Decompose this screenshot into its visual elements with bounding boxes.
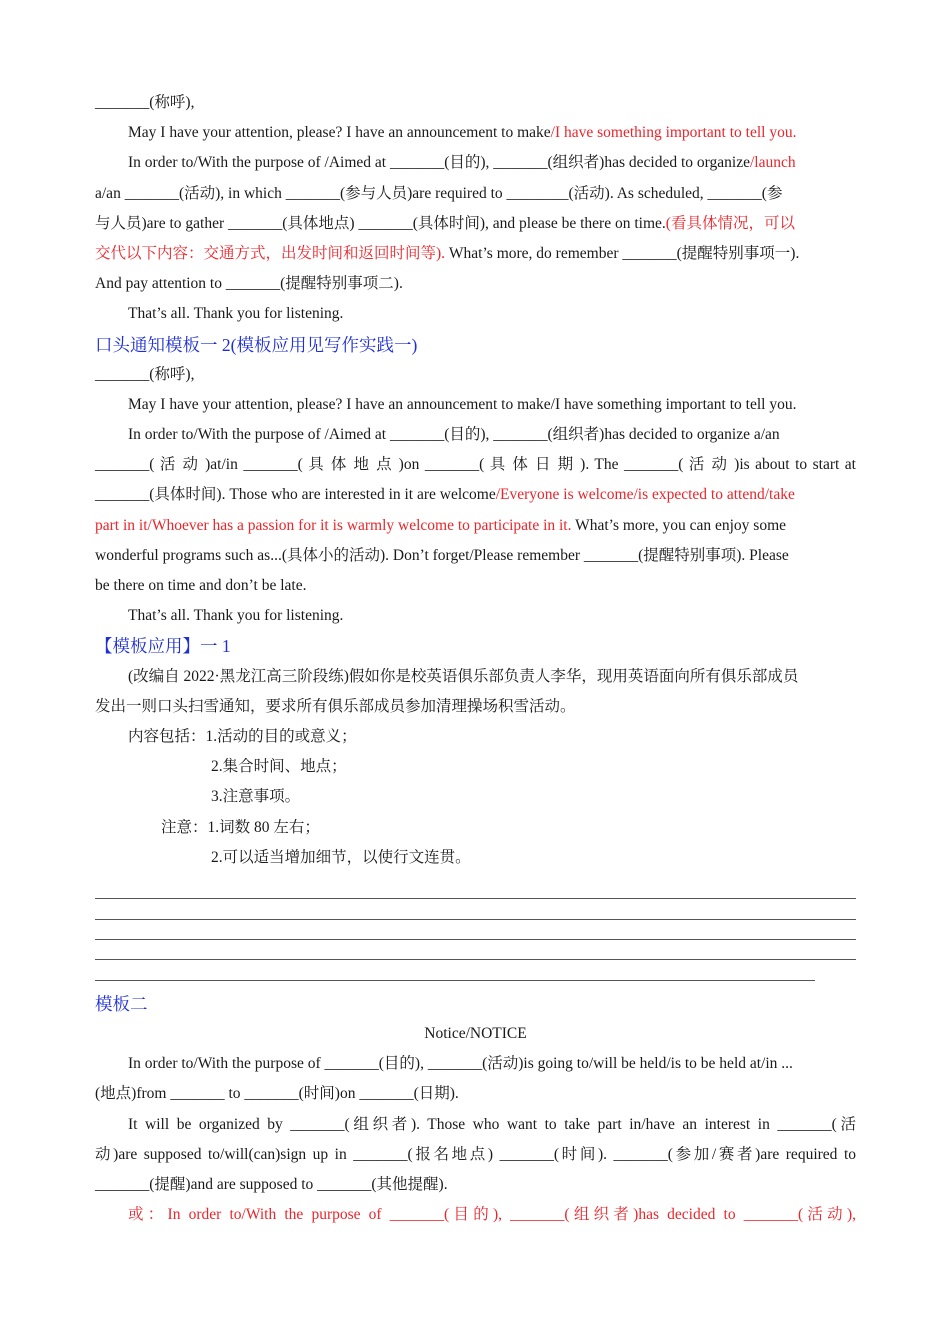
- salutation-line: _______(称呼),: [95, 365, 195, 383]
- content-label: 内容包括：: [128, 727, 206, 745]
- alt-text-red: /Everyone is welcome/is expected to attend/take: [495, 486, 795, 504]
- text: _______(具体时间). Those who are interested in it are welcome: [95, 486, 496, 504]
- section-heading-template2: 模板二: [95, 993, 148, 1014]
- answer-line[interactable]: [95, 960, 815, 980]
- section-heading-template1-2: 口头通知模板一 2(模板应用见写作实践一): [95, 334, 418, 355]
- document-page: [95, 88, 856, 1230]
- notice-title: Notice/NOTICE: [424, 1025, 527, 1043]
- paragraph-body-line4: [95, 511, 856, 541]
- text: What’s more, do remember _______(提醒特别事项一).: [445, 244, 800, 262]
- text: May I have your attention, please? I have an announcement to make: [128, 124, 551, 142]
- content-item-1: [95, 722, 856, 752]
- content-item-text: 1.活动的目的或意义；: [205, 727, 357, 745]
- note-item-1: [95, 813, 856, 843]
- template2-p1-line2: (地点)from _______ to _______(时间)on _______(日期).: [95, 1085, 459, 1103]
- template2-p2-line2: 动)are supposed to/will(can)sign up in _______(报名地点) _______(时间). _______(参加/赛者)are required to: [95, 1145, 856, 1163]
- note-item-2: 2.可以适当增加细节，以使行文连贯。: [211, 848, 471, 866]
- prompt-line1: (改编自 2022·黑龙江高三阶段练)假如你是校英语俱乐部负责人李华，现用英语面向所有俱乐部成员: [128, 667, 799, 685]
- text: What’s more, you can enjoy some: [571, 516, 787, 534]
- closing-line: That’s all. Thank you for listening.: [128, 607, 344, 625]
- content-item-2: 2.集合时间、地点；: [211, 758, 347, 776]
- paragraph-body-line1: In order to/With the purpose of /Aimed at _______(目的), _______(组织者)has decided to organize a/an: [128, 426, 780, 444]
- template2-p2-line3: _______(提醒)and are supposed to _______(其他提醒).: [95, 1175, 448, 1193]
- note-red: 交代以下内容：交通方式，出发时间和返回时间等).: [95, 244, 446, 262]
- alt-text-red: /I have something important to tell you.: [550, 124, 797, 142]
- text: In order to/With the purpose of /Aimed at _______(目的), _______(组织者)has decided to organize: [128, 154, 750, 172]
- note-red: (看具体情况，可以: [665, 214, 795, 232]
- note-item-text: 1.词数 80 左右；: [207, 818, 320, 836]
- text: 与人员)are to gather _______(具体地点) _______(具体时间), and please be there on time.: [95, 214, 666, 232]
- alt-text-red: /launch: [749, 154, 796, 172]
- section-heading-application1: 【模板应用】一 1: [95, 636, 231, 657]
- paragraph-purpose-line1: [95, 148, 856, 178]
- paragraph-purpose-line4: [95, 239, 856, 269]
- answer-line[interactable]: [95, 920, 856, 940]
- paragraph-attention: May I have your attention, please? I have an announcement to make/I have something important to tell you.: [128, 395, 797, 413]
- answer-line[interactable]: [95, 940, 856, 960]
- template2-p2-line1: It will be organized by _______(组织者). Those who want to take part in/have an interest in _______(活: [128, 1115, 856, 1133]
- answer-line[interactable]: [95, 899, 856, 919]
- prompt-line2: 发出一则口头扫雪通知，要求所有俱乐部成员参加清理操场积雪活动。: [95, 697, 576, 715]
- answer-line[interactable]: [95, 879, 856, 899]
- answer-lines: [95, 873, 856, 981]
- paragraph-purpose-line2: a/an _______(活动), in which _______(参与人员)are required to ________(活动). As scheduled, _______(参: [95, 184, 783, 202]
- template2-p1-line1: In order to/With the purpose of _______(目的), _______(活动)is going to/will be held/is to be held at/in ...: [128, 1055, 793, 1073]
- alt-text-red: part in it/Whoever has a passion for it is warmly welcome to participate in it.: [95, 516, 572, 534]
- content-item-3: 3.注意事项。: [211, 788, 301, 806]
- paragraph-body-line2: _______( 活 动 )at/in _______( 具 体 地 点 )on _______( 具 体 日 期 ). The _______( 活 动 )is about to start at: [95, 456, 856, 474]
- paragraph-purpose-line5: And pay attention to _______(提醒特别事项二).: [95, 275, 403, 293]
- closing-line: That’s all. Thank you for listening.: [128, 305, 344, 323]
- paragraph-body-line6: be there on time and don’t be late.: [95, 577, 307, 594]
- paragraph-body-line3: [95, 480, 856, 510]
- note-label: 注意：: [161, 818, 208, 836]
- salutation-line: _______(称呼),: [95, 94, 195, 111]
- paragraph-purpose-line3: [95, 209, 856, 239]
- template2-alt-line1: 或：In order to/With the purpose of _______(目的), _______(组织者)has decided to _______(活动),: [128, 1206, 856, 1224]
- paragraph-attention: [95, 118, 856, 148]
- paragraph-body-line5: wonderful programs such as...(具体小的活动). Don’t forget/Please remember _______(提醒特别事项). Please: [95, 546, 789, 564]
